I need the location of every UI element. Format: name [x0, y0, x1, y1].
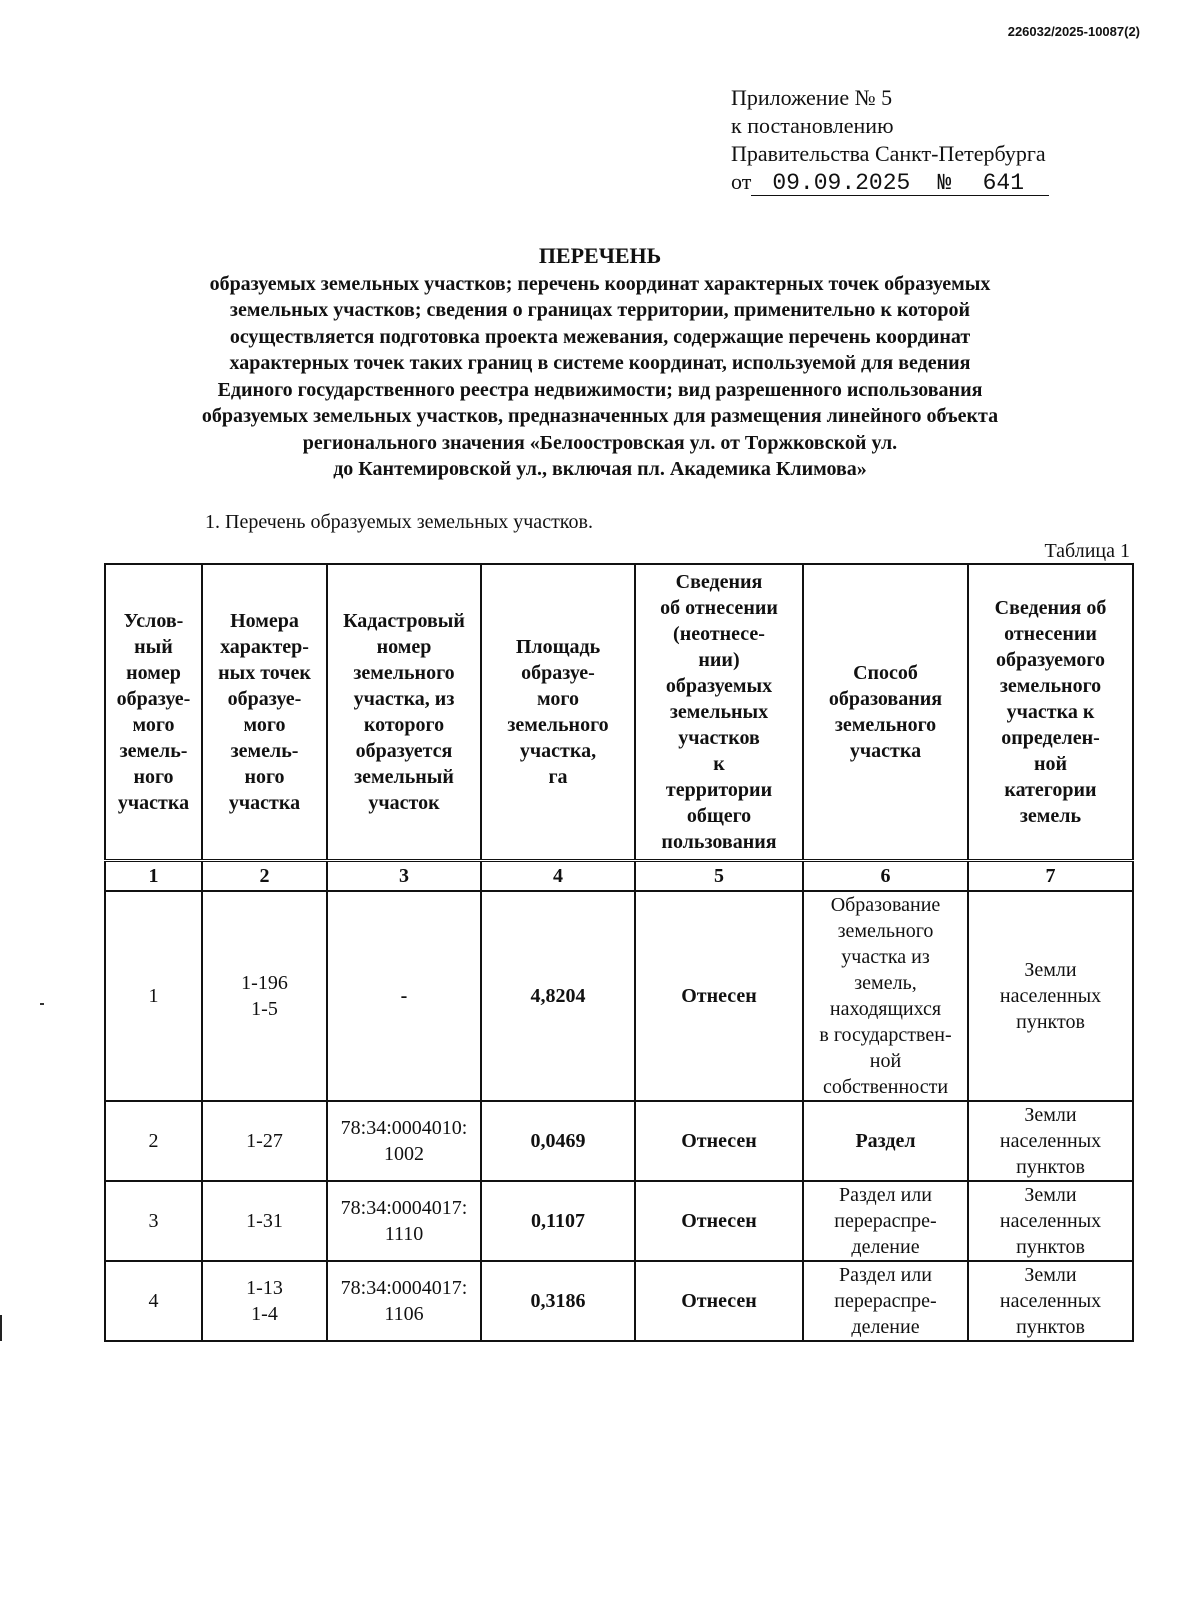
header-line: нии): [698, 649, 740, 671]
header-line: образуемых: [665, 675, 773, 697]
cell-line: 1-196: [241, 972, 288, 994]
cell-line: населенных: [999, 1290, 1102, 1312]
appendix-line-3: Правительства Санкт-Петербурга: [731, 141, 1046, 166]
header-line: участка,: [519, 740, 597, 762]
section-title: 1. Перечень образуемых земельных участков.: [205, 511, 593, 533]
header-line: образуе-: [521, 662, 595, 684]
cell-line: земельного: [837, 920, 934, 942]
header-line: отнесении: [1004, 623, 1097, 645]
header-line: об отнесении: [660, 597, 778, 619]
appendix-line-1: Приложение № 5: [731, 85, 893, 110]
title-line: Единого государственного реестра недвижимости; вид разрешенного использования: [217, 378, 983, 401]
table-row: [105, 1101, 1133, 1181]
appendix-from-label: от: [731, 169, 752, 194]
column-number: 2: [202, 861, 327, 892]
header-line: (неотнесе-: [673, 623, 765, 645]
appendix-number: 641: [957, 171, 1049, 196]
cell-line: пунктов: [1016, 1156, 1085, 1178]
appendix-date: 09.09.2025: [751, 171, 931, 196]
header-line: земельных: [669, 701, 769, 723]
cell-line: Отнесен: [681, 1290, 757, 1312]
public-use-cell: [635, 1181, 803, 1261]
header-line: участков: [678, 727, 760, 749]
column-number: 5: [635, 861, 803, 892]
scan-margin-mark: [0, 1315, 2, 1341]
land-plots-table: [104, 563, 1134, 1342]
points-cell: [202, 1181, 327, 1261]
cell-line: пунктов: [1016, 1011, 1085, 1033]
cell-line: 1-5: [251, 998, 278, 1020]
cell-line: населенных: [999, 985, 1102, 1007]
cell-line: 0,3186: [530, 1290, 586, 1312]
title-line: образуемых земельных участков; перечень координат характерных точек образуемых: [209, 272, 991, 295]
cell-line: собственности: [822, 1076, 949, 1098]
header-line: образуе-: [227, 688, 302, 710]
cell-line: 1: [148, 985, 159, 1007]
scan-speck: [40, 1003, 44, 1005]
table-row: [105, 1181, 1133, 1261]
cell-line: Раздел или: [839, 1264, 932, 1286]
cell-line: 1-4: [251, 1303, 278, 1325]
header-line: ных точек: [218, 662, 311, 684]
appendix-date-line: [731, 168, 1049, 196]
header-line: к: [713, 753, 725, 775]
header-line: участка, из: [353, 688, 455, 710]
cell-line: пунктов: [1016, 1236, 1085, 1258]
column-number: 4: [481, 861, 635, 892]
header-line: образуе-: [116, 688, 191, 710]
header-cell: [202, 564, 327, 861]
header-line: земельного: [834, 714, 937, 736]
header-line: категории: [1004, 779, 1097, 801]
cell-line: в государствен-: [819, 1024, 952, 1046]
appendix-block: [731, 84, 1049, 196]
cell-line: Земли: [1024, 1184, 1077, 1206]
cell-line: ной: [869, 1050, 902, 1072]
header-cell: [803, 564, 968, 861]
appendix-line-2: к постановлению: [731, 113, 894, 138]
points-cell: [202, 1101, 327, 1181]
header-line: Сведения об: [994, 597, 1107, 619]
cell-line: участка из: [841, 946, 930, 968]
category-cell: [968, 891, 1133, 1101]
area-cell: [481, 1101, 635, 1181]
header-line: общего: [686, 805, 752, 827]
cell-line: деление: [851, 1316, 920, 1338]
cell-line: 0,0469: [530, 1130, 586, 1152]
method-cell: [803, 1261, 968, 1341]
cadastral-cell: [327, 891, 481, 1101]
header-line: участка: [228, 792, 301, 814]
title-line: до Кантемировской ул., включая пл. Академика Климова»: [333, 458, 867, 480]
header-cell: [105, 564, 202, 861]
cell-line: населенных: [999, 1130, 1102, 1152]
column-number: 3: [327, 861, 481, 892]
column-number-row: [105, 861, 1133, 892]
header-line: пользования: [661, 831, 777, 853]
cell-line: 0,1107: [531, 1210, 585, 1232]
category-cell: [968, 1261, 1133, 1341]
header-line: номер: [126, 662, 181, 684]
header-line: Кадастровый: [343, 610, 465, 632]
header-line: определен-: [1001, 727, 1100, 749]
header-line: земель-: [230, 740, 299, 762]
header-cell: [481, 564, 635, 861]
cadastral-cell: [327, 1101, 481, 1181]
area-cell: [481, 1261, 635, 1341]
cell-line: земель,: [854, 972, 917, 994]
cell-line: -: [400, 985, 408, 1007]
header-line: земель: [1019, 805, 1082, 827]
points-cell: [202, 1261, 327, 1341]
cell-line: Отнесен: [681, 985, 757, 1007]
plot-number-cell: [105, 1181, 202, 1261]
header-line: участок: [368, 792, 440, 814]
header-line: Услов-: [123, 610, 184, 632]
table-row: [105, 1261, 1133, 1341]
cell-line: деление: [851, 1236, 920, 1258]
header-cell: [968, 564, 1133, 861]
cell-line: 1110: [384, 1223, 424, 1245]
header-cell: [327, 564, 481, 861]
cell-line: 78:34:0004010:: [340, 1117, 468, 1139]
cell-line: 4,8204: [530, 985, 586, 1007]
header-line: земельный: [354, 766, 454, 788]
category-cell: [968, 1101, 1133, 1181]
cell-line: 78:34:0004017:: [340, 1277, 468, 1299]
header-line: ный: [134, 636, 173, 658]
cell-line: 1-13: [246, 1277, 283, 1299]
plot-number-cell: [105, 891, 202, 1101]
plot-number-cell: [105, 1101, 202, 1181]
area-cell: [481, 1181, 635, 1261]
column-number: 1: [105, 861, 202, 892]
table-row: [105, 891, 1133, 1101]
cell-line: 3: [148, 1210, 159, 1232]
area-cell: [481, 891, 635, 1101]
method-cell: [803, 891, 968, 1101]
header-line: образования: [828, 688, 943, 710]
title-line: регионального значения «Белоостровская ул. от Торжковской ул.: [302, 431, 898, 454]
cell-line: 1-27: [246, 1130, 283, 1152]
cell-line: 1002: [384, 1143, 424, 1165]
header-line: земельного: [507, 714, 609, 736]
table-caption: Таблица 1: [1044, 540, 1130, 562]
cell-line: Отнесен: [681, 1130, 757, 1152]
header-line: территории: [665, 779, 773, 801]
document-id: 226032/2025-10087(2): [1007, 24, 1140, 39]
cell-line: Раздел или: [839, 1184, 932, 1206]
header-line: Способ: [853, 662, 918, 684]
cell-line: 1-31: [246, 1210, 283, 1232]
header-line: мого: [132, 714, 175, 736]
cell-line: находящихся: [829, 998, 942, 1020]
header-line: номер: [376, 636, 432, 658]
cell-line: 2: [148, 1130, 159, 1152]
column-number: 6: [803, 861, 968, 892]
cell-line: перераспре-: [834, 1290, 937, 1312]
title-line: осуществляется подготовка проекта межевания, содержащие перечень координат: [229, 325, 971, 348]
header-line: га: [548, 766, 568, 788]
header-line: мого: [537, 688, 579, 710]
cell-line: 78:34:0004017:: [340, 1197, 468, 1219]
category-cell: [968, 1181, 1133, 1261]
header-line: участка: [849, 740, 922, 762]
header-line: земельного: [353, 662, 455, 684]
cell-line: населенных: [999, 1210, 1102, 1232]
appendix-no-label: №: [931, 171, 957, 196]
cell-line: Раздел: [855, 1130, 916, 1152]
header-line: которого: [363, 714, 445, 736]
plot-number-cell: [105, 1261, 202, 1341]
header-line: ного: [133, 766, 174, 788]
cell-line: 1106: [384, 1303, 424, 1325]
title-line: образуемых земельных участков, предназначенных для размещения линейного объекта: [201, 405, 999, 427]
header-line: земельного: [999, 675, 1102, 697]
cell-line: Образование: [830, 894, 941, 916]
header-line: земель-: [119, 740, 188, 762]
cell-line: Земли: [1024, 1264, 1077, 1286]
header-line: участка: [117, 792, 190, 814]
method-cell: [803, 1101, 968, 1181]
public-use-cell: [635, 891, 803, 1101]
header-line: ного: [244, 766, 285, 788]
cell-line: Земли: [1024, 959, 1077, 981]
header-line: образуется: [355, 740, 453, 762]
column-number: 7: [968, 861, 1133, 892]
header-line: образуемого: [996, 649, 1105, 671]
title-line: земельных участков; сведения о границах территории, применительно к которой: [229, 299, 971, 321]
method-cell: [803, 1181, 968, 1261]
cadastral-cell: [327, 1181, 481, 1261]
header-cell: [635, 564, 803, 861]
header-line: участка к: [1006, 701, 1095, 723]
document-title: [130, 243, 1070, 483]
cell-line: 4: [148, 1290, 159, 1312]
header-line: Площадь: [515, 636, 601, 658]
cell-line: перераспре-: [834, 1210, 937, 1232]
header-line: Номера: [230, 610, 299, 632]
cell-line: пунктов: [1016, 1316, 1085, 1338]
header-line: характер-: [220, 636, 309, 658]
cadastral-cell: [327, 1261, 481, 1341]
header-line: ной: [1033, 753, 1068, 775]
public-use-cell: [635, 1261, 803, 1341]
cell-line: Земли: [1024, 1104, 1077, 1126]
points-cell: [202, 891, 327, 1101]
header-line: мого: [243, 714, 286, 736]
header-row: [105, 564, 1133, 861]
public-use-cell: [635, 1101, 803, 1181]
cell-line: Отнесен: [681, 1210, 757, 1232]
header-line: Сведения: [675, 571, 763, 593]
title-heading: ПЕРЕЧЕНЬ: [538, 243, 662, 268]
title-line: характерных точек таких границ в системе координат, используемой для ведения: [229, 352, 971, 374]
